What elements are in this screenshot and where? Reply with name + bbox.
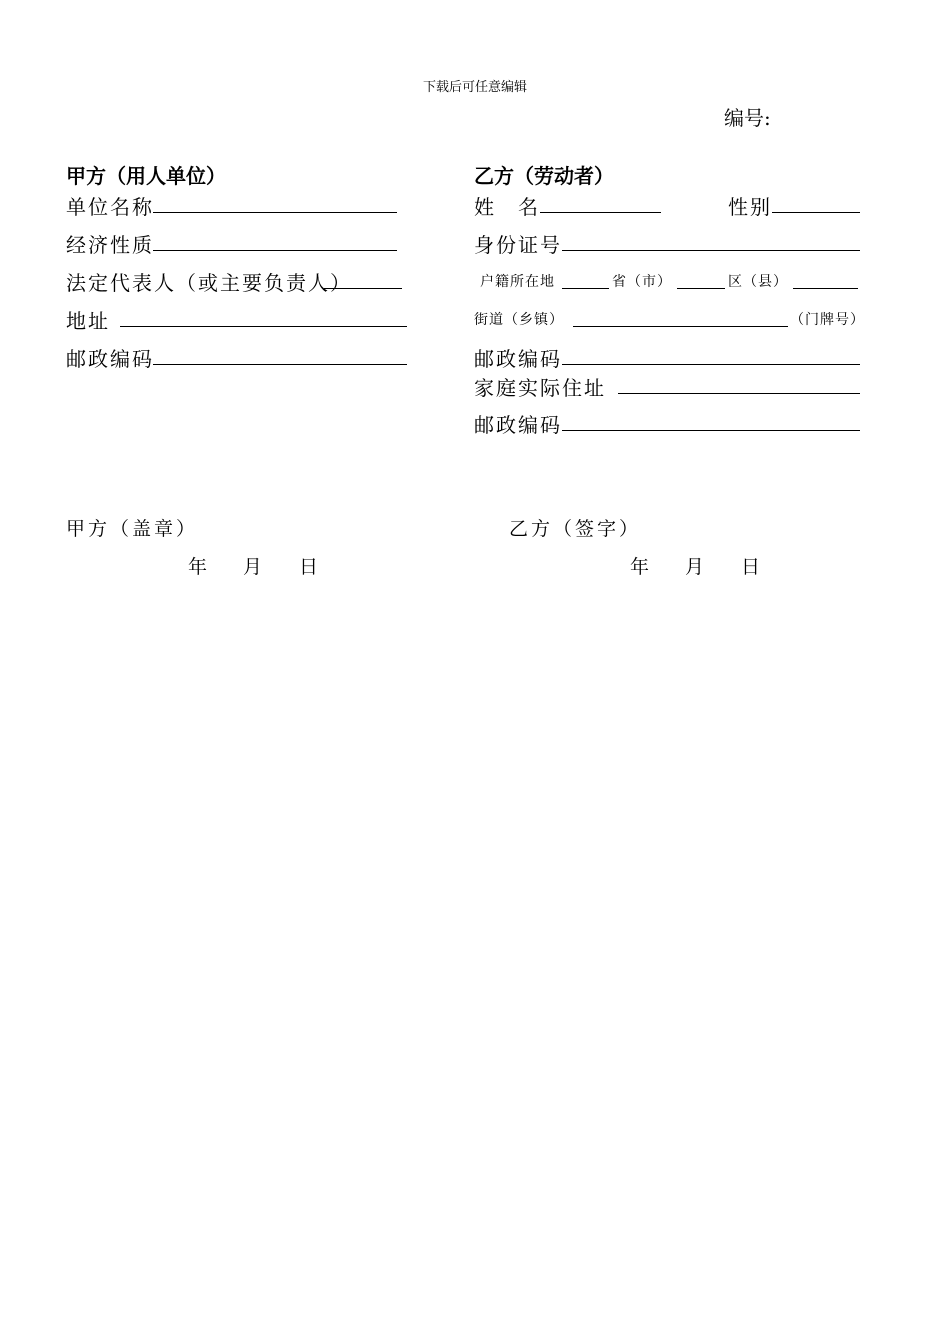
gender-field[interactable] <box>772 212 860 213</box>
house-number-label: （门牌号） <box>790 312 865 328</box>
party-a-year: 年 <box>188 556 211 578</box>
legal-rep-field[interactable] <box>324 288 402 289</box>
download-note: 下载后可任意编辑 <box>422 80 527 95</box>
id-number-field[interactable] <box>562 250 860 251</box>
household-reg-field[interactable] <box>562 288 609 289</box>
gender-label: 性别 <box>728 195 772 219</box>
street-field[interactable] <box>573 326 788 327</box>
party-a-title: 甲方（用人单位） <box>66 164 226 188</box>
street-label: 街道（乡镇） <box>474 312 564 328</box>
home-address-label: 家庭实际住址 <box>474 376 606 400</box>
legal-rep-label: 法定代表人（或主要负责人） <box>66 271 352 295</box>
economic-nature-label: 经济性质 <box>66 233 154 257</box>
party-a-seal-label: 甲方（盖章） <box>66 518 199 540</box>
unit-name-label: 单位名称 <box>66 195 154 219</box>
party-b-title: 乙方（劳动者） <box>474 164 614 188</box>
address-field[interactable] <box>120 326 407 327</box>
party-b-postal-field[interactable] <box>562 364 860 365</box>
party-a-postal-label: 邮政编码 <box>66 347 154 371</box>
party-a-month: 月 <box>243 556 266 578</box>
household-reg-label: 户籍所在地 <box>480 274 555 290</box>
party-b-month: 月 <box>685 556 708 578</box>
party-b-year: 年 <box>630 556 653 578</box>
serial-number-label: 编号: <box>724 106 771 130</box>
district-label: 区（县） <box>728 274 788 290</box>
district-field[interactable] <box>793 288 858 289</box>
province-field[interactable] <box>677 288 725 289</box>
home-address-field[interactable] <box>618 393 860 394</box>
unit-name-field[interactable] <box>153 212 397 213</box>
name-label: 姓 名 <box>474 195 540 219</box>
party-b-day: 日 <box>741 556 764 578</box>
party-b-postal-field-2[interactable] <box>562 430 860 431</box>
party-b-postal-label-2: 邮政编码 <box>474 413 562 437</box>
id-number-label: 身份证号 <box>474 233 562 257</box>
address-label: 地址 <box>66 309 110 333</box>
name-field[interactable] <box>540 212 661 213</box>
province-label: 省（市） <box>612 274 672 290</box>
economic-nature-field[interactable] <box>153 250 397 251</box>
party-b-sign-label: 乙方（签字） <box>509 518 642 540</box>
party-a-postal-field[interactable] <box>153 364 407 365</box>
party-a-day: 日 <box>299 556 322 578</box>
party-b-postal-label: 邮政编码 <box>474 347 562 371</box>
